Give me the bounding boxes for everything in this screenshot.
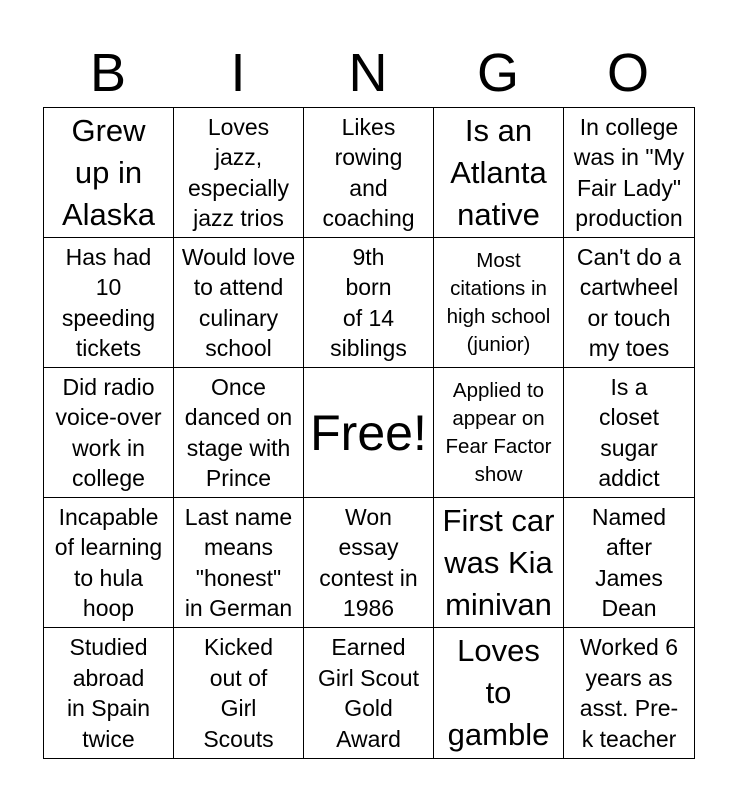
bingo-cell-r3-c1[interactable]: Did radio voice-over work in college: [44, 368, 174, 498]
bingo-cell-r4-c3[interactable]: Won essay contest in 1986: [304, 498, 434, 628]
header-letter-b: B: [89, 43, 127, 103]
bingo-cell-r4-c1[interactable]: Incapable of learning to hula hoop: [44, 498, 174, 628]
bingo-cell-r4-c2[interactable]: Last name means "honest" in German: [174, 498, 304, 628]
bingo-cell-r5-c4[interactable]: Loves to gamble: [434, 628, 564, 758]
bingo-cell-r5-c5[interactable]: Worked 6 years as asst. Pre- k teacher: [579, 634, 679, 752]
bingo-cell-r4-c5[interactable]: Named after James Dean: [564, 498, 694, 628]
bingo-cell-r1-c5[interactable]: In college was in "My Fair Lady" production: [564, 108, 694, 238]
bingo-cell-r2-c3[interactable]: 9th born of 14 siblings: [304, 238, 434, 368]
bingo-cell-r4-c4[interactable]: First car was Kia minivan: [434, 498, 564, 628]
bingo-cell-r5-c1[interactable]: Studied abroad in Spain twice: [44, 628, 174, 758]
bingo-cell-r3-c4[interactable]: Applied to appear on Fear Factor show: [434, 368, 564, 498]
bingo-cell-r1-c1[interactable]: Grew up in Alaska: [44, 108, 174, 238]
bingo-cell-r2-c4[interactable]: Most citations in high school (junior): [434, 238, 564, 368]
bingo-cell-r2-c5[interactable]: Can't do a cartwheel or touch my toes: [564, 238, 694, 368]
free-space-cell[interactable]: Free!: [304, 368, 434, 498]
bingo-cell-r3-c5[interactable]: Is a closet sugar addict: [564, 368, 694, 498]
bingo-cell-r5-c2[interactable]: Kicked out of Girl Scouts: [174, 628, 304, 758]
header-letter-i: I: [230, 43, 246, 103]
header-letter-n: N: [348, 43, 388, 103]
header-letter-g: G: [476, 43, 519, 103]
bingo-cell-r1-c2[interactable]: Loves jazz, especially jazz trios: [174, 108, 304, 238]
bingo-cell-r2-c1[interactable]: Has had 10 speeding tickets: [44, 238, 174, 368]
header-letter-o: O: [606, 43, 649, 103]
bingo-cell-r5-c3[interactable]: Earned Girl Scout Gold Award: [304, 628, 434, 758]
bingo-cell-r3-c2[interactable]: Once danced on stage with Prince: [174, 368, 304, 498]
bingo-cell-r2-c2[interactable]: Would love to attend culinary school: [174, 238, 304, 368]
bingo-cell-r1-c4[interactable]: Is an Atlanta native: [434, 108, 564, 238]
bingo-header: [43, 40, 693, 106]
bingo-card-grid: [43, 107, 695, 759]
bingo-cell-r1-c3[interactable]: Likes rowing and coaching: [304, 108, 434, 238]
